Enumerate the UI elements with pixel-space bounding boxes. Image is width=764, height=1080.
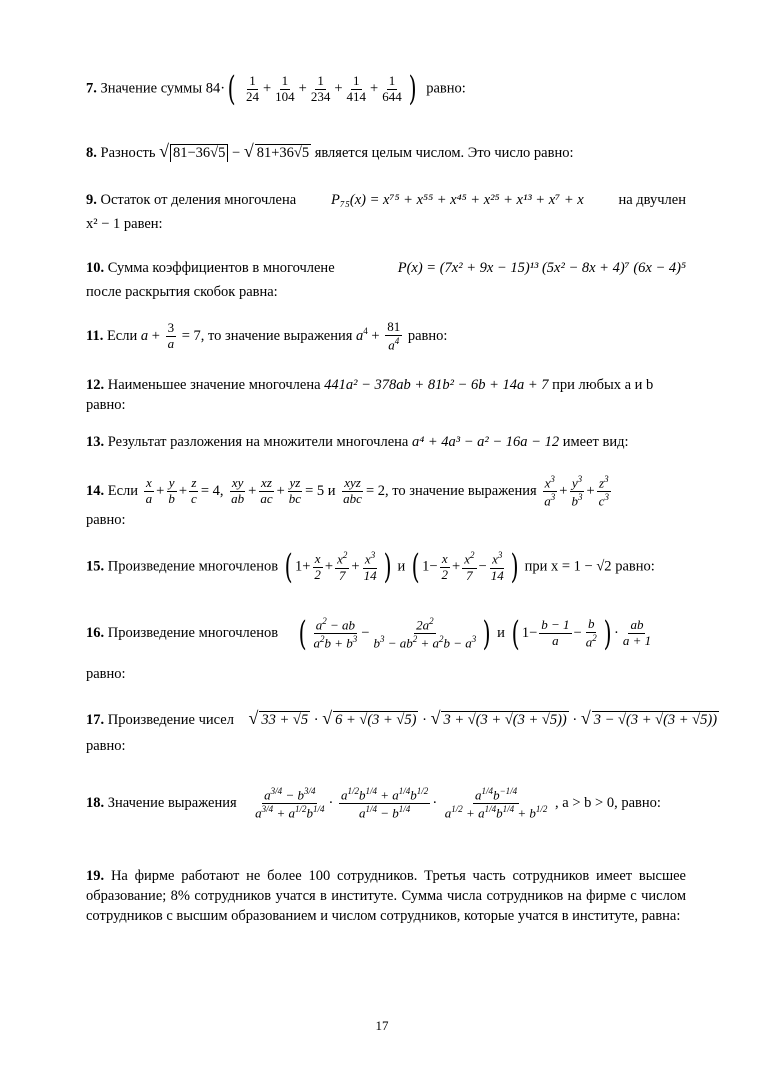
- frac-num: 1: [353, 72, 360, 88]
- problem-16: 16. Произведение многочленов ( $\frac{a^2 - ab}{a^2b + b^3}$ − $\frac{2a^2}{b^3 - ab^2 + a^2b - a^3}$ ) и ( 1− $\frac{b - 1}{a}$ − $\frac{b}{a^2}$ ) · $\frac{ab}{a + 1}$: [86, 613, 652, 654]
- coefficient: 84: [205, 80, 221, 97]
- problem-number: 18.: [86, 795, 105, 812]
- conjunction: и: [397, 558, 406, 575]
- problem-8: 8. Разность √ 81−36√5 − √ 81+36√5 является целым числом. Это число равно:: [86, 141, 574, 161]
- radicand-1: 81−36√5: [170, 144, 228, 162]
- problem-number: 11.: [86, 327, 104, 344]
- problem-17: 17. Произведение чисел √ 33 + √5 · √ 6 + √(3 + √5) · √ 3 + √(3 + √(3 + √5)) · √ 3 − √(3 + √(3 + √5)): [86, 708, 718, 728]
- problem-number: 9.: [86, 192, 97, 208]
- problem-9-line2: x² − 1 равен:: [86, 216, 163, 232]
- polynomial: a⁴ + 4a³ − a² − 16a − 12: [411, 434, 560, 450]
- problem-text: Разность: [100, 145, 156, 161]
- problem-tail: на двучлен: [618, 192, 686, 208]
- problem-7: 7. Значение суммы 84·( $\frac{1}{24}$ + $\frac{1}{104}$ + $\frac{1}{234}$ + $\frac{1}{414}$ + $\frac{1}{644}$ ) равно:: [86, 69, 466, 109]
- frac-den: 414: [346, 88, 367, 104]
- page-number: 17: [375, 1018, 389, 1033]
- problem-text: Значение суммы: [100, 80, 203, 97]
- radicand-2: 81+36√5: [256, 145, 310, 161]
- problem-17-line2: равно:: [86, 738, 126, 754]
- frac-den: 24: [245, 88, 259, 104]
- problem-tail: имеет вид:: [562, 434, 629, 450]
- problem-tail: равно:: [615, 558, 655, 575]
- problem-12-line2: равно:: [86, 397, 126, 413]
- problem-text: На фирме работают не более 100 сотрудников. Третья часть сотрудников имеет высшее образование; 8% сотрудников учатся в институте. Сумма числа сотрудников на фирме с числом сотрудников с высшим образованием и числом сотрудников, которые учатся в институте, равна:: [86, 868, 686, 924]
- problem-number: 15.: [86, 558, 105, 575]
- problem-19: [86, 866, 686, 926]
- problem-text: Произведение чисел: [107, 712, 234, 728]
- problem-mid: , то значение выражения: [385, 483, 537, 500]
- problem-tail: равно:: [407, 327, 448, 344]
- problem-18: 18. Значение выражения $\frac{a^{3/4} - b^{3/4}}{a^{3/4} + a^{1/2}b^{1/4}}$ · $\frac{a^{1/2}b^{1/4} + a^{1/4}b^{1/2}}{a^{1/4} - b^{1/4}}$ · $\frac{a^{1/4}b^{-1/4}}{a^{1/2} + a^{1/4}b^{1/4} + b^{1/2}}$ , a > b > 0, равно:: [86, 786, 661, 821]
- frac-num: 1: [388, 72, 396, 88]
- problem-14: 14. Если $\frac{x}{a}$ + $\frac{y}{b}$ + $\frac{z}{c}$ = 4, $\frac{xy}{ab}$ + $\frac{xz}{ac}$ + $\frac{yz}{bc}$ = 5 и xyz abc = 2, то значение выражения $\frac{x^3}{a^3}$ + $\frac{y^3}{b^3}$ + $\frac{z^3}{c^3}$: [86, 474, 609, 509]
- frac-num: 1: [317, 72, 324, 88]
- problem-number: 19.: [86, 868, 105, 884]
- problem-number: 16.: [86, 625, 105, 642]
- problem-number: 8.: [86, 145, 97, 161]
- problem-tail: равно:: [426, 80, 466, 97]
- problem-13: [86, 434, 629, 451]
- problem-tail: является целым числом. Это число равно:: [314, 145, 574, 161]
- problem-number: 12.: [86, 377, 105, 393]
- polynomial: 441a² − 378ab + 81b² − 6b + 14a + 7: [324, 377, 549, 393]
- problem-text: Произведение многочленов: [107, 625, 279, 642]
- frac-den: 644: [382, 88, 402, 104]
- frac-den: 104: [275, 88, 295, 104]
- problem-text: Произведение многочленов: [107, 558, 279, 575]
- condition: при x = 1 − √2: [524, 558, 612, 575]
- conjunction: и: [497, 625, 505, 642]
- problem-15: 15. Произведение многочленов ( 1+ $\frac{x}{2}$ + $\frac{x^2}{7}$ + $\frac{x^3}{14}$ ) и ( 1− $\frac{x}{2}$ + $\frac{x^2}{7}$ − $\frac{x^3}{14}$ ) при x = 1 − √2 равно:: [86, 547, 655, 587]
- conjunction: и: [327, 483, 336, 500]
- problem-text: Сумма коэффициентов в многочлене: [107, 260, 335, 276]
- frac-num: 1: [249, 72, 256, 88]
- problem-number: 7.: [86, 80, 97, 97]
- problem-mid: , то значение выражения: [200, 327, 353, 344]
- problem-10-line2: после раскрытия скобок равна:: [86, 284, 278, 300]
- problem-text: Если: [107, 483, 139, 500]
- condition: , a > b > 0, равно:: [555, 795, 661, 812]
- problem-10: [86, 260, 686, 277]
- problem-14-line2: равно:: [86, 512, 126, 528]
- problem-11: 11. Если a + $\frac{3}{a}$ = 7, то значение выражения $a^4$ + $\frac{81}{a^4}$ равно:: [86, 319, 448, 353]
- polynomial: P(x) = (7x² + 9x − 15)¹³ (5x² − 8x + 4)⁷ (6x − 4)⁵: [397, 260, 686, 276]
- problem-number: 10.: [86, 260, 105, 276]
- problem-12: [86, 377, 653, 394]
- problem-text: Если: [106, 327, 138, 344]
- problem-16-line2: равно:: [86, 666, 126, 682]
- frac-num: 1: [281, 72, 289, 88]
- problem-number: 14.: [86, 483, 105, 500]
- problem-text: Наименьшее значение многочлена: [107, 377, 321, 393]
- problem-text: Остаток от деления многочлена: [100, 192, 297, 208]
- frac-den: 234: [310, 88, 331, 104]
- problem-number: 17.: [86, 712, 105, 728]
- polynomial: P₇₅(x) = x⁷⁵ + x⁵⁵ + x⁴⁵ + x²⁵ + x¹³ + x⁷ + x: [330, 192, 584, 208]
- problem-number: 13.: [86, 434, 105, 450]
- problem-text: Значение выражения: [107, 795, 237, 812]
- problem-tail: при любых a и b: [552, 377, 654, 393]
- problem-9: [86, 192, 686, 209]
- problem-text: Результат разложения на множители многочлена: [107, 434, 409, 450]
